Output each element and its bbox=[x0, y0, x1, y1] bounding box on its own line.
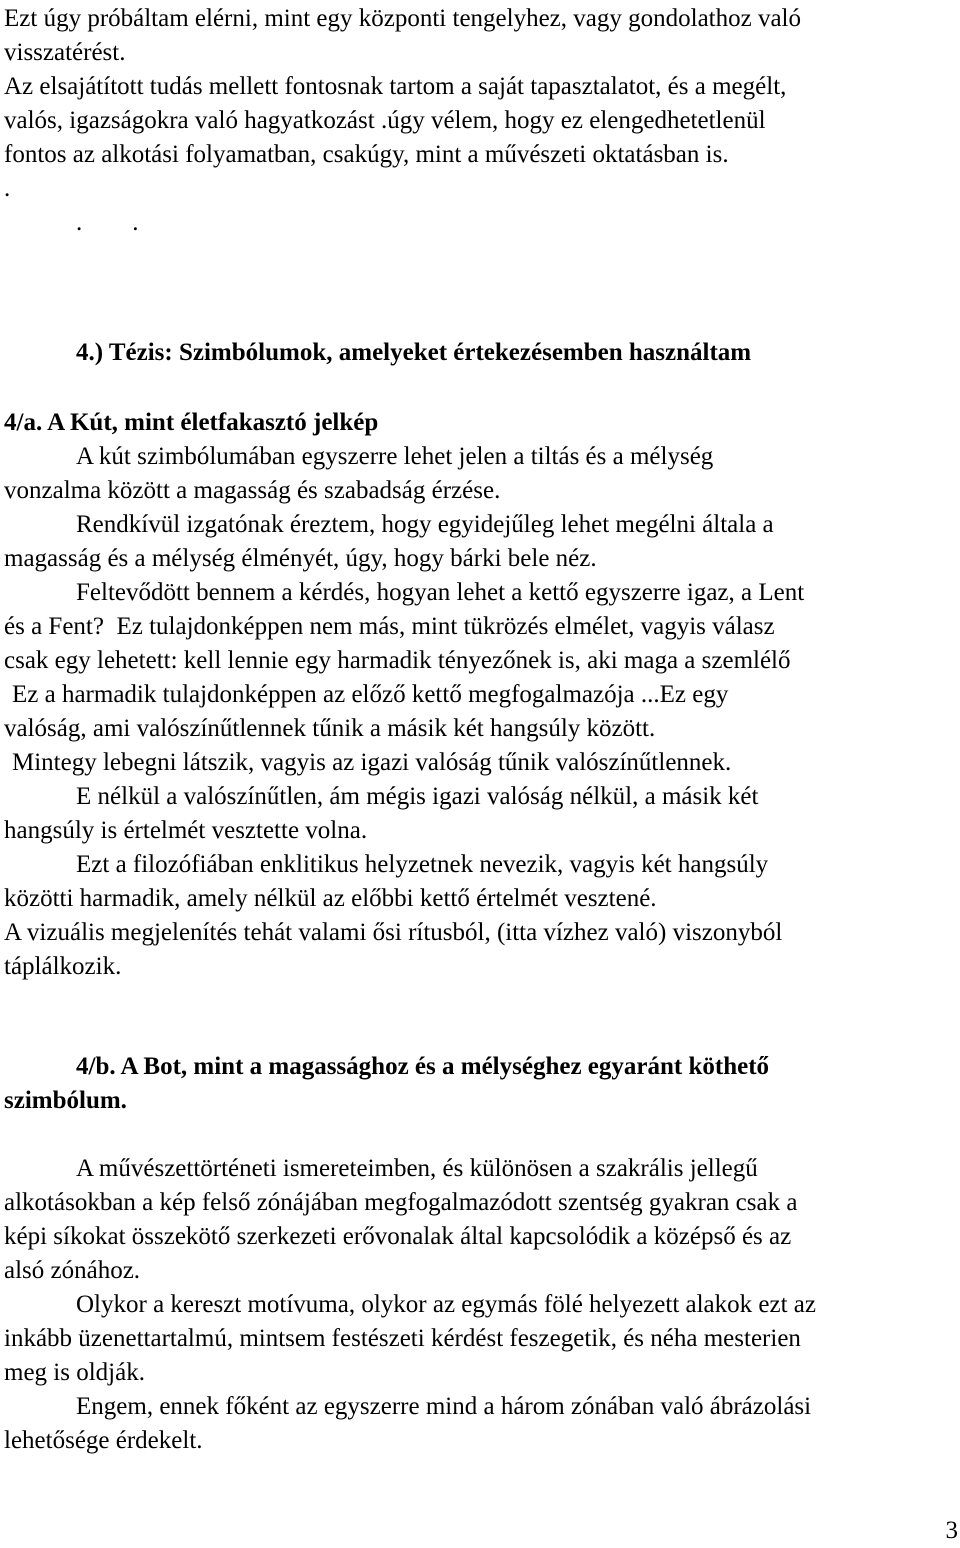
section-a-line: Rendkívül izgatónak éreztem, hogy egyidejűleg lehet megélni általa a bbox=[76, 511, 774, 538]
section-a-line: E nélkül a valószínűtlen, ám mégis igazi valóság nélkül, a másik két bbox=[76, 783, 759, 810]
section-a-line: Ezt a filozófiában enklitikus helyzetnek nevezik, vagyis két hangsúly bbox=[76, 851, 769, 878]
intro-line: . . bbox=[76, 209, 139, 236]
intro-line: visszatérést. bbox=[4, 39, 126, 66]
section-a-line: és a Fent? Ez tulajdonképpen nem más, mint tükrözés elmélet, vagyis válasz bbox=[4, 613, 775, 640]
section-a-line: Ez a harmadik tulajdonképpen az előző kettő megfogalmazója ...Ez egy bbox=[12, 681, 729, 708]
section-a-heading: 4/a. A Kút, mint életfakasztó jelkép bbox=[4, 409, 379, 436]
section-b-line: lehetősége érdekelt. bbox=[4, 1427, 203, 1454]
section-a-line: vonzalma között a magasság és szabadság érzése. bbox=[4, 477, 501, 504]
section-b-line: Engem, ennek főként az egyszerre mind a három zónában való ábrázolási bbox=[76, 1393, 812, 1420]
section-b-line: inkább üzenettartalmú, mintsem festészeti kérdést feszegetik, és néha mesterien bbox=[4, 1325, 801, 1352]
section-a-line: Feltevődött bennem a kérdés, hogyan lehet a kettő egyszerre igaz, a Lent bbox=[76, 579, 805, 606]
section-a-line: A vizuális megjelenítés tehát valami ősi rítusból, (itta vízhez való) viszonyból bbox=[4, 919, 783, 946]
section-a-line: táplálkozik. bbox=[4, 953, 122, 980]
intro-line: valós, igazságokra való hagyatkozást .úgy vélem, hogy ez elengedhetetlenül bbox=[4, 107, 766, 134]
section-b-line: meg is oldják. bbox=[4, 1359, 145, 1386]
section-a-line: magasság és a mélység élményét, úgy, hogy bárki bele néz. bbox=[4, 545, 597, 572]
intro-line: . bbox=[4, 175, 11, 202]
page-number: 3 bbox=[945, 1517, 958, 1544]
section-a-line: közötti harmadik, amely nélkül az előbbi kettő értelmét vesztené. bbox=[4, 885, 657, 912]
section-a-line: hangsúly is értelmét vesztette volna. bbox=[4, 817, 368, 844]
section-a-line: valóság, ami valószínűtlennek tűnik a másik két hangsúly között. bbox=[4, 715, 656, 742]
section-b-line: képi síkokat összekötő szerkezeti erővonalak által kapcsolódik a középső és az bbox=[4, 1223, 792, 1250]
section-b-line: A művészettörténeti ismereteimben, és különösen a szakrális jellegű bbox=[76, 1155, 758, 1182]
section-a-line: csak egy lehetett: kell lennie egy harmadik tényezőnek is, aki maga a szemlélő bbox=[4, 647, 791, 674]
intro-line: Ezt úgy próbáltam elérni, mint egy központi tengelyhez, vagy gondolathoz való bbox=[4, 5, 801, 32]
intro-line: fontos az alkotási folyamatban, csakúgy, mint a művészeti oktatásban is. bbox=[4, 141, 729, 168]
section-a-line: Mintegy lebegni látszik, vagyis az igazi valóság tűnik valószínűtlennek. bbox=[12, 749, 732, 776]
section-a-line: A kút szimbólumában egyszerre lehet jelen a tiltás és a mélység bbox=[76, 443, 714, 470]
section-b-line: alkotásokban a kép felső zónájában megfogalmazódott szentség gyakran csak a bbox=[4, 1189, 798, 1216]
section-b-line: Olykor a kereszt motívuma, olykor az egymás fölé helyezett alakok ezt az bbox=[76, 1291, 816, 1318]
intro-line: Az elsajátított tudás mellett fontosnak tartom a saját tapasztalatot, és a megélt, bbox=[4, 73, 787, 100]
section-b-heading-cont: szimbólum. bbox=[4, 1087, 127, 1114]
section-b-line: alsó zónához. bbox=[4, 1257, 141, 1284]
section-b-heading: 4/b. A Bot, mint a magassághoz és a mélységhez egyaránt köthető bbox=[76, 1053, 770, 1080]
thesis-heading: 4.) Tézis: Szimbólumok, amelyeket értekezésemben használtam bbox=[76, 339, 752, 366]
